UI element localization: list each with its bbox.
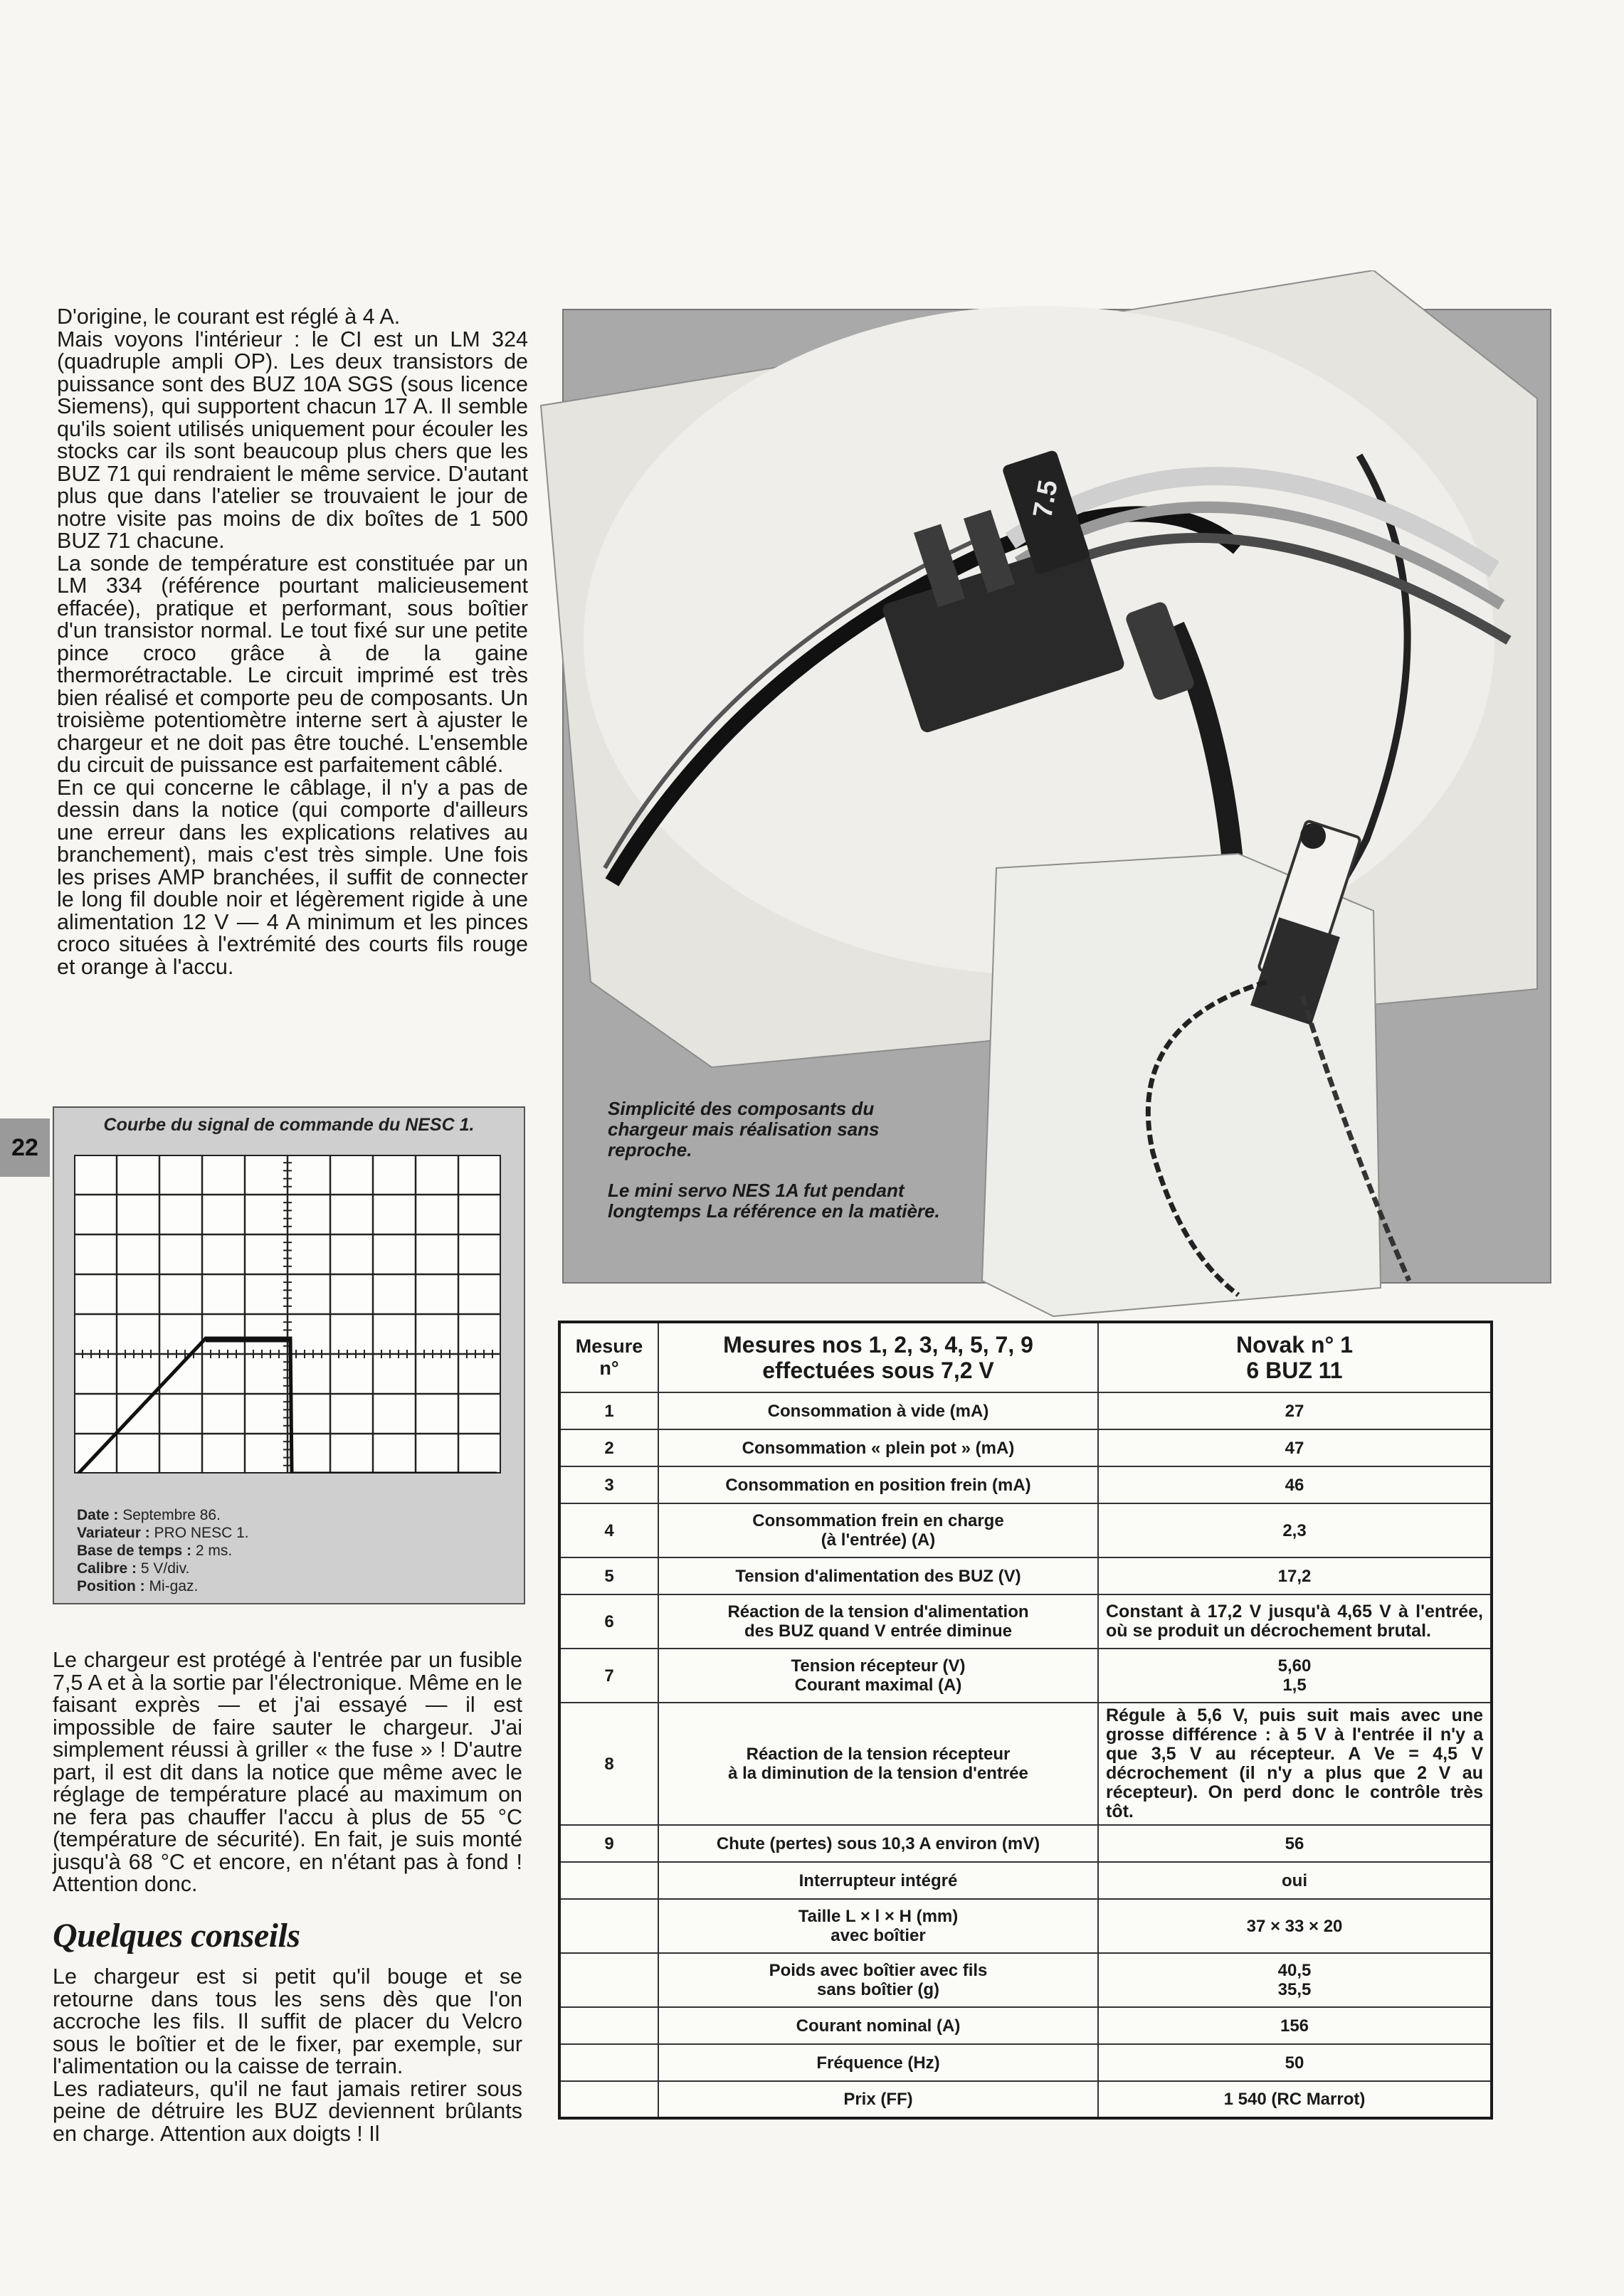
figure-title: Courbe du signal de commande du NESC 1.: [103, 1115, 475, 1135]
paragraph: D'origine, le courant est réglé à 4 A.: [57, 305, 401, 329]
measure-number-cell: [559, 2007, 658, 2044]
measure-label-cell: Tension récepteur (V) Courant maximal (A): [658, 1649, 1098, 1703]
table-row: [559, 1953, 1492, 2007]
measure-value-cell: 50: [1098, 2044, 1492, 2081]
measure-label-cell: Poids avec boîtier avec fils sans boîtier (g): [658, 1953, 1098, 2007]
setting-label: Variateur :: [77, 1525, 150, 1541]
figure-settings: [77, 1506, 249, 1595]
measure-number-cell: 9: [559, 1825, 658, 1862]
section-heading: Quelques conseils: [53, 1917, 300, 1954]
measure-label-cell: Consommation « plein pot » (mA): [658, 1429, 1098, 1466]
photo-caption: [608, 1099, 942, 1242]
measure-value-cell: 156: [1098, 2007, 1492, 2044]
measure-label-cell: Consommation frein en charge (à l'entrée) (A): [658, 1503, 1098, 1557]
header-text: Mesures nos 1, 2, 3, 4, 5, 7, 9: [723, 1332, 1033, 1358]
setting-line: [77, 1524, 249, 1542]
measure-number-cell: 6: [559, 1594, 658, 1649]
paragraph: Le chargeur est protégé à l'entrée par un fusible 7,5 A et à la sortie par l'électronique. Même en le faisant exprès — et j'ai essayé — il est impossible de faire sauter le chargeur. J'ai simplement réussi à griller « the fuse » ! D'autre part, il est dit dans la notice que même avec le réglage de température placé au maximum on ne fera pas chauffer l'accu à plus de 55 °C (température de sécurité). En fait, je suis monté jusqu'à 68 °C et encore, en n'étant pas à fond ! Attention donc.: [53, 1648, 522, 1896]
measure-value-cell: 2,3: [1098, 1503, 1492, 1557]
paragraph: Les radiateurs, qu'il ne faut jamais retirer sous peine de détruire les BUZ deviennent brûlants en charge. Attention aux doigts ! Il: [53, 2076, 522, 2146]
article-text-top: [57, 306, 528, 978]
page-number: 22: [11, 1133, 38, 1161]
table-row: [559, 1703, 1492, 1825]
measure-label-cell: Prix (FF): [658, 2081, 1098, 2118]
measure-number-cell: 7: [559, 1649, 658, 1703]
measure-number-cell: [559, 2044, 658, 2081]
measure-number-cell: 4: [559, 1503, 658, 1557]
measure-value-cell: 56: [1098, 1825, 1492, 1862]
paragraph: Simplicité des composants du chargeur mais réalisation sans reproche.: [608, 1098, 880, 1160]
header-text: n°: [599, 1358, 619, 1379]
measure-number-cell: 8: [559, 1703, 658, 1825]
oscilloscope-figure: [53, 1106, 525, 1604]
page-number-tab: [0, 1118, 50, 1177]
measure-number-cell: 1: [559, 1392, 658, 1429]
setting-line: [77, 1542, 249, 1560]
measure-value-cell: 5,60 1,5: [1098, 1649, 1492, 1703]
measure-number-cell: [559, 2081, 658, 2118]
paragraph: En ce qui concerne le câblage, il n'y a pas de dessin dans la notice (qui comporte d'ailleurs une erreur dans les explications relatives au branchement), mais c'est très simple. Une fois les prises AMP branchées, il suffit de connecter le long fil double noir et légèrement rigide à une alimentation 12 V — 4 A minimum et les pinces croco situées à l'extrémité des courts fils rouge et orange à l'accu.: [57, 775, 528, 979]
paragraph: Mais voyons l'intérieur : le CI est un LM 324 (quadruple ampli OP). Les deux transistors de puissance sont des BUZ 10A SGS (sous licence Siemens), qui supportent chacun 17 A. Il semble qu'ils soient utilisés uniquement pour écouler les stocks car ils sont beaucoup plus chers que les BUZ 71 qui rendraient le même service. D'autant plus que dans l'atelier se trouvaient le jour de notre visite pas moins de dix boîtes de 1 500 BUZ 71 chacune.: [57, 327, 528, 553]
measure-value-cell: 27: [1098, 1392, 1492, 1429]
header-text: effectuées sous 7,2 V: [762, 1358, 994, 1383]
setting-value: 2 ms.: [191, 1543, 233, 1559]
oscilloscope-screen: [74, 1155, 501, 1474]
measure-label-cell: Consommation à vide (mA): [658, 1392, 1098, 1429]
setting-label: Date :: [77, 1507, 119, 1523]
table-row: [559, 2081, 1492, 2118]
header-measure-number: [559, 1322, 658, 1392]
setting-value: Mi-gaz.: [144, 1578, 199, 1594]
header-measure-description: [658, 1322, 1098, 1392]
measure-value-cell: oui: [1098, 1862, 1492, 1899]
setting-line: [77, 1506, 249, 1524]
setting-value: 5 V/div.: [137, 1560, 190, 1577]
measurement-table: [558, 1321, 1493, 2120]
measure-label-cell: Taille L × l × H (mm) avec boîtier: [658, 1899, 1098, 1953]
table-row: [559, 2044, 1492, 2081]
measure-value-cell: 40,5 35,5: [1098, 1953, 1492, 2007]
table-row: [559, 1862, 1492, 1899]
photo-label: 7.5: [1028, 477, 1064, 521]
setting-label: Position :: [77, 1578, 145, 1594]
setting-label: Base de temps :: [77, 1543, 192, 1559]
measure-value-cell: 17,2: [1098, 1557, 1492, 1594]
measure-value-cell: 1 540 (RC Marrot): [1098, 2081, 1492, 2118]
table-header-row: [559, 1322, 1492, 1392]
header-text: Mesure: [575, 1335, 643, 1357]
measure-number-cell: [559, 1899, 658, 1953]
setting-label: Calibre :: [77, 1560, 137, 1577]
measure-number-cell: 3: [559, 1466, 658, 1503]
header-text: 6 BUZ 11: [1246, 1358, 1343, 1383]
measure-number-cell: 5: [559, 1557, 658, 1594]
measure-number-cell: 2: [559, 1429, 658, 1466]
paragraph: Le mini servo NES 1A fut pendant longtemps La référence en la matière.: [608, 1180, 940, 1222]
table-row: [559, 1557, 1492, 1594]
table-row: [559, 1649, 1492, 1703]
table-row: [559, 1594, 1492, 1649]
measure-label-cell: Consommation en position frein (mA): [658, 1466, 1098, 1503]
setting-value: PRO NESC 1.: [149, 1525, 249, 1541]
table-row: [559, 1825, 1492, 1862]
setting-line: [77, 1560, 249, 1577]
measure-number-cell: [559, 1953, 658, 2007]
paragraph: Le chargeur est si petit qu'il bouge et se retourne dans tous les sens dès que l'on accroche les fils. Il suffit de placer du Velcro sous le boîtier et de le fixer, par exemple, sur l'alimentation ou la caisse de terrain.: [53, 1964, 522, 2078]
table-row: [559, 1392, 1492, 1429]
table-row: [559, 1899, 1492, 1953]
measure-value-cell: 37 × 33 × 20: [1098, 1899, 1492, 1953]
measure-label-cell: Fréquence (Hz): [658, 2044, 1098, 2081]
table-row: [559, 1429, 1492, 1466]
article-text-conseils: [53, 1966, 522, 2145]
table-row: [559, 1503, 1492, 1557]
measure-value-cell: Régule à 5,6 V, puis suit mais avec une grosse différence : à 5 V à l'entrée il n'y a que 3,5 V au récepteur. A Ve = 4,5 V décrochement (il n'y a plus que 2 V au récepteur). On perd donc le contrôle très tôt.: [1098, 1703, 1492, 1825]
header-product: [1098, 1322, 1492, 1392]
header-text: Novak n° 1: [1236, 1332, 1353, 1358]
measure-value-cell: 46: [1098, 1466, 1492, 1503]
measure-value-cell: Constant à 17,2 V jusqu'à 4,65 V à l'entrée, où se produit un décrochement brutal.: [1098, 1594, 1492, 1649]
measure-label-cell: Courant nominal (A): [658, 2007, 1098, 2044]
measure-label-cell: Réaction de la tension d'alimentation des BUZ quand V entrée diminue: [658, 1594, 1098, 1649]
article-text-bottom: [53, 1649, 522, 1896]
table-row: [559, 2007, 1492, 2044]
measure-label-cell: Tension d'alimentation des BUZ (V): [658, 1557, 1098, 1594]
measure-label-cell: Interrupteur intégré: [658, 1862, 1098, 1899]
table-row: [559, 1466, 1492, 1503]
measure-number-cell: [559, 1862, 658, 1899]
setting-value: Septembre 86.: [118, 1507, 221, 1523]
setting-line: [77, 1577, 249, 1595]
measure-label-cell: Chute (pertes) sous 10,3 A environ (mV): [658, 1825, 1098, 1862]
measure-value-cell: 47: [1098, 1429, 1492, 1466]
measure-label-cell: Réaction de la tension récepteur à la diminution de la tension d'entrée: [658, 1703, 1098, 1825]
paragraph: La sonde de température est constituée par un LM 334 (référence pourtant malicieusement effacée), pratique et performant, sous boîtier d'un transistor normal. Le tout fixé sur une petite pince croco grâce à de la gaine thermorétractable. Le circuit imprimé est très bien réalisé et comporte peu de composants. Un troisième potentiomètre interne sert à ajuster le chargeur et ne doit pas être touché. L'ensemble du circuit de puissance est parfaitement câblé.: [57, 551, 528, 777]
